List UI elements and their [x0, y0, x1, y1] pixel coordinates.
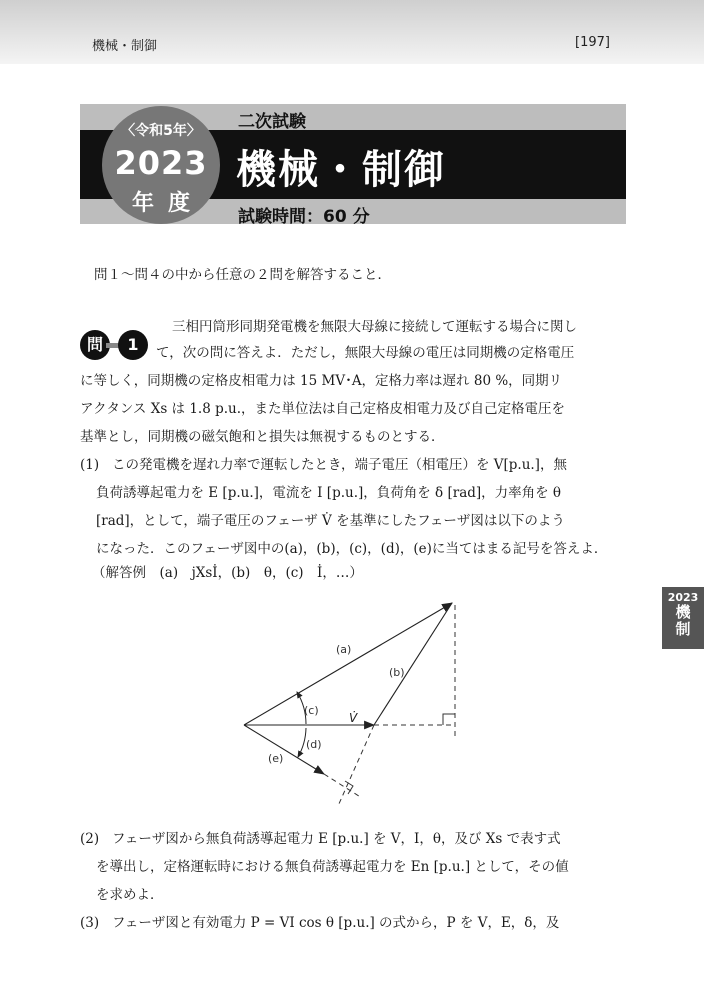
question-line-2: て，次の問に答えよ．ただし，無限大母線の電圧は同期機の定格電圧: [156, 345, 575, 361]
sub2-line-3: を求めよ．: [96, 887, 164, 903]
question-line-3: に等しく，同期機の定格皮相電力は 15 MV･A，定格力率は遅れ 80 %，同期リ: [80, 373, 563, 389]
nendo-label: 年度: [131, 191, 204, 216]
right-angle-mark-top: [443, 714, 455, 725]
label-e: (e): [268, 752, 284, 765]
instruction-text: 問１〜問４の中から任意の２問を解答すること．: [94, 267, 391, 283]
sub1-line-4: になった．このフェーザ図中の(a)，(b)，(c)，(d)，(e)に当てはまる記号を答えよ．: [96, 541, 608, 557]
exam-subtitle: 二次試験: [238, 112, 306, 132]
question-line-1: 三相円筒形同期発電機を無限大母線に接続して運転する場合に関し: [172, 319, 577, 335]
section-header: 機械・制御: [92, 39, 158, 54]
exam-title: 機械・制御: [236, 147, 446, 193]
page-number: [197]: [575, 35, 610, 50]
sub3-line-1: フェーザ図と有効電力 P = VI cos θ [p.u.] の式から，P を V，E，δ，及: [112, 915, 560, 931]
sub1-line-5: （解答例 (a) jXsİ，(b) θ，(c) İ，…）: [92, 565, 363, 581]
sub1-line-2: 負荷誘導起電力を E [p.u.]，電流を I [p.u.]，負荷角を δ [rad]，力率角を θ: [96, 485, 562, 501]
label-a: (a): [336, 643, 352, 656]
right-angle-mark-bottom: [345, 781, 353, 794]
sub2-line-1: フェーザ図から無負荷誘導起電力 E [p.u.] を V，I，θ，及び Xs で表す式: [112, 831, 561, 847]
label-v: V̇: [349, 711, 358, 725]
sub1-number: (1): [80, 457, 100, 473]
question-line-5: 基準とし，同期機の磁気飽和と損失は無視するものとする．: [80, 429, 445, 445]
side-tab: [662, 587, 704, 649]
phasor-a: [244, 603, 452, 725]
sub1-line-1: この発電機を遅れ力率で運転したとき，端子電圧（相電圧）を V[p.u.]，無: [112, 457, 567, 473]
question-line-4: アクタンス Xs は 1.8 p.u.，また単位法は自己定格皮相電力及び自己定格電圧を: [80, 401, 566, 417]
exam-time: 試験時間：60 分: [238, 207, 370, 227]
sub3-number: (3): [80, 915, 100, 931]
angle-arc-d: [298, 728, 306, 757]
sub2-number: (2): [80, 831, 100, 847]
phasor-b: [374, 603, 452, 725]
question-badge-number: 1: [118, 330, 148, 360]
side-tab-year: 2023: [667, 591, 699, 604]
era-label: 〈令和5年〉: [121, 123, 201, 139]
year-label: 2023: [114, 144, 208, 182]
question-badge-label: 問: [80, 330, 110, 360]
side-tab-line-2: 制: [675, 620, 691, 638]
label-b: (b): [389, 666, 405, 679]
sub1-line-3: [rad]，として，端子電圧のフェーザ V̇ を基準にしたフェーザ図は以下のよう: [96, 513, 565, 529]
sub2-line-2: を導出し，定格運転時における無負荷誘導起電力を En [p.u.] として，その値: [96, 859, 569, 875]
side-tab-line-1: 機: [675, 603, 691, 621]
label-c: (c): [304, 704, 319, 717]
label-d: (d): [306, 738, 322, 751]
